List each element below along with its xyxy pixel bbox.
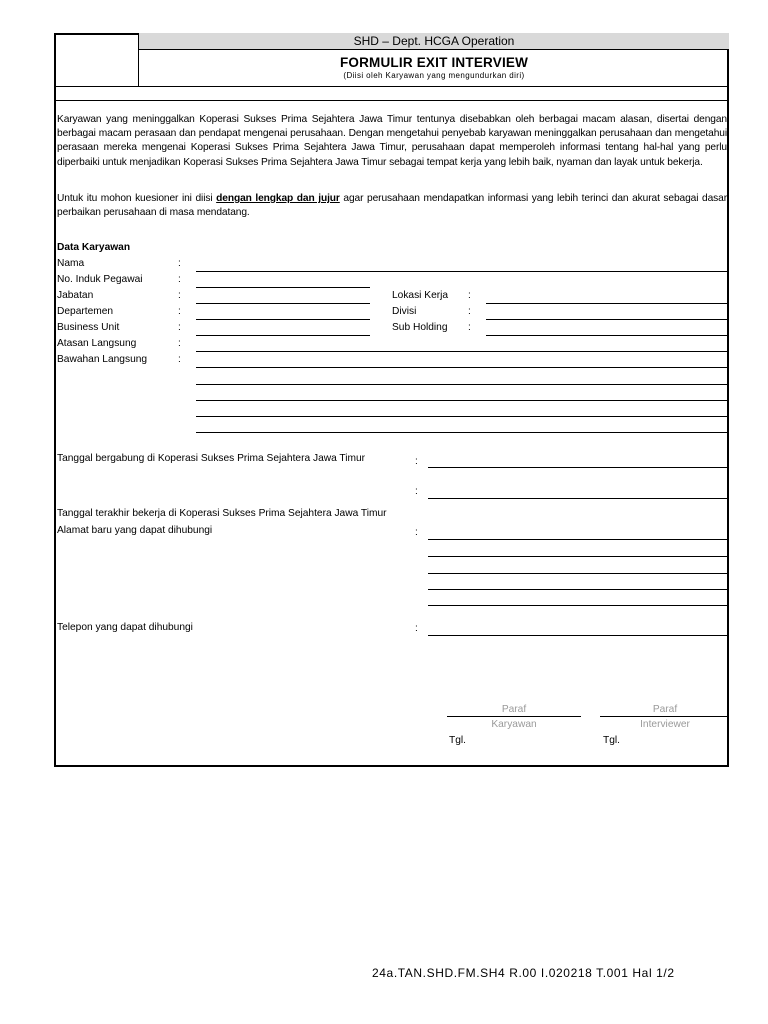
colon: : [178,274,181,285]
label-no-induk: No. Induk Pegawai [57,274,143,285]
colon: : [178,290,181,301]
label-sub-holding: Sub Holding [392,322,448,333]
field-bawahan-5[interactable] [196,432,729,433]
field-nama[interactable] [196,271,729,272]
label-divisi: Divisi [392,306,417,317]
label-telepon: Telepon yang dapat dihubungi [57,622,193,633]
field-tanggal-bergabung[interactable] [428,467,729,468]
label-lokasi-kerja: Lokasi Kerja [392,290,449,301]
title-box [138,50,729,86]
intro-paragraph-1: Karyawan yang meninggalkan Koperasi Sukses Prima Sejahtera Jawa Timur tentunya disebabkan oleh berbagai macam alasan, disertai dengan berbagai macam perasaan dan pendapat mengenai perusahaan. Dengan mengetahui penyebab karyawan meninggalkan perusahaan dan mengetahui perasaan mereka mengenai Koperasi Sukses Prima Sejahtera Jawa Timur, perusahaan dapat memperoleh informasi tentang hal-hal yang perlu diperbaiki untuk menjadikan Koperasi Sukses Prima Sejahtera Jawa Timur sebagai tempat kerja yang lebih baik, nyaman dan layak untuk bekerja. [57,114,727,168]
field-alamat-3[interactable] [428,573,729,574]
field-alamat-5[interactable] [428,605,729,606]
section-data-karyawan: Data Karyawan [57,242,131,253]
intro-p2-before: Untuk itu mohon kuesioner ini diisi [57,193,217,204]
header-bottom-rule [54,86,729,87]
field-business-unit[interactable] [196,335,370,336]
label-jabatan: Jabatan [57,290,94,301]
intro-p2-after: agar perusahaan mendapatkan informasi yang lebih terinci dan akurat sebagai dasar perbaikan perusahaan di masa mendatang. [57,193,727,219]
colon: : [178,338,181,349]
label-business-unit: Business Unit [57,322,120,333]
field-jabatan[interactable] [196,303,370,304]
colon: : [415,486,418,497]
colon: : [178,322,181,333]
paraf-interviewer-label: Paraf [652,704,678,715]
colon: : [415,623,418,634]
field-lokasi-kerja[interactable] [486,303,729,304]
form-subtitle: (Diisi oleh Karyawan yang mengundurkan diri) [343,71,525,80]
paraf-karyawan-label: Paraf [501,704,527,715]
label-tanggal-bergabung: Tanggal bergabung di Koperasi Sukses Prima Sejahtera Jawa Timur [57,453,366,464]
karyawan-label: Karyawan [491,719,537,730]
field-atasan[interactable] [196,351,729,352]
field-departemen[interactable] [196,319,370,320]
colon: : [178,258,181,269]
intro-paragraph-2 [57,192,727,220]
colon: : [468,322,471,333]
field-bawahan-2[interactable] [196,384,729,385]
field-tanggal-terakhir[interactable] [428,498,729,499]
label-alamat: Alamat baru yang dapat dihubungi [57,525,213,536]
colon: : [468,290,471,301]
signature-line-interviewer[interactable] [600,716,729,717]
field-bawahan-4[interactable] [196,416,729,417]
colon: : [415,527,418,538]
tgl-interviewer-label: Tgl. [603,735,620,746]
field-divisi[interactable] [486,319,729,320]
intro-p2-emphasis: dengan lengkap dan jujur [216,193,340,204]
document-code-footer: 24a.TAN.SHD.FM.SH4 R.00 I.020218 T.001 Hal 1/2 [372,966,675,980]
colon: : [178,306,181,317]
field-telepon[interactable] [428,635,729,636]
form-title: FORMULIR EXIT INTERVIEW [339,55,529,70]
label-nama: Nama [57,258,85,269]
field-alamat-1[interactable] [428,539,729,540]
tgl-karyawan-label: Tgl. [449,735,466,746]
field-alamat-4[interactable] [428,589,729,590]
interviewer-label: Interviewer [640,719,690,730]
field-alamat-2[interactable] [428,556,729,557]
field-bawahan-3[interactable] [196,400,729,401]
label-atasan: Atasan Langsung [57,338,137,349]
field-sub-holding[interactable] [486,335,729,336]
field-bawahan-1[interactable] [196,367,729,368]
header-second-rule [54,100,729,101]
field-no-induk[interactable] [196,287,370,288]
colon: : [468,306,471,317]
colon: : [178,354,181,365]
colon: : [415,456,418,467]
label-departemen: Departemen [57,306,114,317]
dept-label: SHD – Dept. HCGA Operation [138,33,729,50]
signature-line-karyawan[interactable] [447,716,581,717]
label-tanggal-terakhir: Tanggal terakhir bekerja di Koperasi Sukses Prima Sejahtera Jawa Timur [57,508,387,519]
label-bawahan: Bawahan Langsung [57,354,148,365]
